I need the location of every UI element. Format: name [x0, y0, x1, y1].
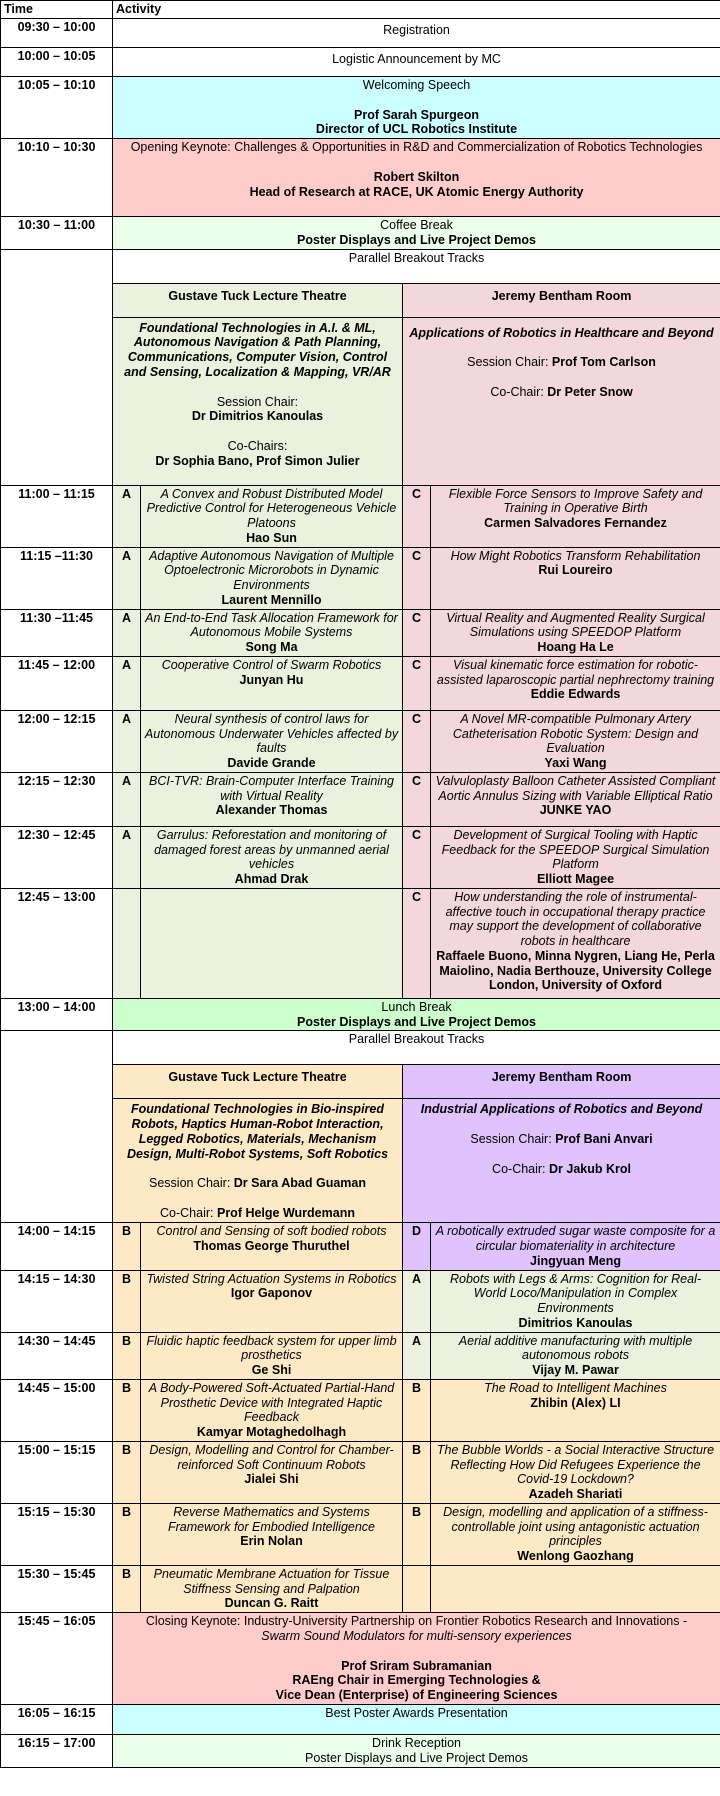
- left-track-letter: B: [113, 1503, 141, 1565]
- talk-title: Design, Modelling and Control for Chamber-reinforced Soft Continuum Robots: [149, 1442, 394, 1472]
- time-cell: 15:00 – 15:15: [1, 1441, 113, 1503]
- left-talk-cell: [141, 609, 403, 656]
- cochair-label: Co-Chair:: [492, 1161, 550, 1176]
- talk-title: Cooperative Control of Swarm Robotics: [161, 657, 382, 672]
- right-track-letter: B: [403, 1441, 431, 1503]
- logistic-row: [1, 47, 720, 76]
- cochair-name: Dr Peter Snow: [547, 385, 633, 399]
- talk-row: [1, 772, 720, 826]
- talk-author: Song Ma: [245, 640, 298, 654]
- left-track-letter: B: [113, 1270, 141, 1332]
- parallel-cell: Parallel Breakout Tracks: [113, 1031, 720, 1065]
- talk-row: [1, 1332, 720, 1379]
- left-track-letter: A: [113, 710, 141, 772]
- morning-talks: [1, 485, 720, 998]
- session-right-cochair-line: [406, 385, 717, 400]
- talk-author: Igor Gaponov: [230, 1286, 313, 1301]
- cochair-label: Co-Chair:: [490, 385, 548, 399]
- talk-title: Garrulus: Reforestation and monitoring of damaged forest areas by unmanned aerial vehicles: [154, 827, 389, 872]
- lunch-sub: Poster Displays and Live Project Demos: [297, 1014, 536, 1029]
- talk-title: Development of Surgical Tooling with Haptic Feedback for the SPEEDOP Surgical Simulation Platform: [441, 827, 710, 872]
- talk-row: [1, 1565, 720, 1612]
- time-cell: 10:00 – 10:05: [1, 47, 113, 76]
- talk-row: [1, 485, 720, 547]
- session-right-title: Industrial Applications of Robotics and Beyond: [420, 1102, 703, 1117]
- talk-author: Duncan G. Raitt: [224, 1596, 319, 1611]
- opening-role: Head of Research at RACE, UK Atomic Energy Authority: [249, 184, 584, 199]
- left-track-letter: A: [113, 547, 141, 609]
- time-cell: [1, 1031, 113, 1223]
- right-track-letter: C: [403, 710, 431, 772]
- right-talk-cell: [431, 710, 720, 772]
- right-track-letter: A: [403, 1332, 431, 1379]
- left-talk-cell: [141, 1270, 403, 1332]
- left-track-letter: B: [113, 1565, 141, 1612]
- left-talk-cell: [141, 772, 403, 826]
- talk-title: A Convex and Robust Distributed Model Predictive Control for Heterogeneous Vehicle Platoons: [146, 486, 397, 530]
- right-talk-cell: [431, 485, 720, 547]
- registration-row: [1, 18, 720, 47]
- session-right-chair-line: [406, 355, 717, 370]
- closing-role-2: Vice Dean (Enterprise) of Engineering Sciences: [275, 1688, 558, 1702]
- session-left-title: Foundational Technologies in Bio-inspired Robots, Haptics Human-Robot Interaction, Legged Robotics, Materials, Mechanism Design, Multi-Robot Systems, Soft Robotics: [126, 1102, 389, 1161]
- talk-row: [1, 710, 720, 772]
- left-talk-cell: [141, 547, 403, 609]
- left-track-letter: B: [113, 1332, 141, 1379]
- left-talk-cell: [141, 826, 403, 888]
- talk-title: Fluidic haptic feedback system for upper limb prosthetics: [146, 1333, 397, 1363]
- time-cell: 12:30 – 12:45: [1, 826, 113, 888]
- talk-row: [1, 1379, 720, 1441]
- right-track-letter: [403, 1565, 431, 1612]
- talk-author: Carmen Salvadores Fernandez: [484, 516, 667, 530]
- right-track-letter: C: [403, 826, 431, 888]
- talk-author: Hao Sun: [246, 530, 297, 545]
- left-talk-cell: [141, 485, 403, 547]
- session-left-cochair-line: [116, 1206, 399, 1221]
- right-track-letter: C: [403, 547, 431, 609]
- left-track-letter: B: [113, 1441, 141, 1503]
- session-right: [403, 317, 720, 485]
- session-left-chair-line: [116, 1176, 399, 1191]
- talk-author: Jingyuan Meng: [530, 1253, 621, 1268]
- talk-author: Yaxi Wang: [544, 756, 607, 770]
- talk-title: Neural synthesis of control laws for Autonomous Underwater Vehicles affected by faults: [144, 711, 399, 756]
- lunch-title: Lunch Break: [381, 999, 452, 1014]
- welcome-speaker: Prof Sarah Spurgeon: [354, 107, 480, 122]
- welcome-row: [1, 76, 720, 138]
- talk-title: Pneumatic Membrane Actuation for Tissue Stiffness Sensing and Palpation: [153, 1566, 390, 1596]
- chair-name: Prof Tom Carlson: [551, 355, 656, 370]
- talk-row: [1, 656, 720, 710]
- talk-title: Robots with Legs & Arms: Cognition for Real-World Loco/Manipulation in Complex Environments: [449, 1271, 702, 1315]
- activity-header: Activity: [113, 1, 720, 19]
- welcome-title: Welcoming Speech: [362, 77, 471, 92]
- talk-title: How understanding the role of instrumental-affective touch in occupational therapy practice may support the development of collaborative robots in healthcare: [445, 889, 706, 948]
- time-cell: 15:30 – 15:45: [1, 1565, 113, 1612]
- right-talk-cell: [431, 826, 720, 888]
- left-talk-cell: [141, 710, 403, 772]
- right-talk-cell: [431, 1565, 720, 1612]
- talk-title: Flexible Force Sensors to Improve Safety and Training in Operative Birth: [448, 486, 703, 516]
- opening-keynote-cell: [113, 139, 720, 217]
- time-cell: 12:00 – 12:15: [1, 710, 113, 772]
- left-talk-cell: [141, 1503, 403, 1565]
- talk-title: A robotically extruded sugar waste composite for a circular biomateriality in architecture: [435, 1224, 716, 1253]
- awards-row: [1, 1705, 720, 1735]
- left-talk-cell: [141, 1565, 403, 1612]
- talk-title: Virtual Reality and Augmented Reality Surgical Simulations using SPEEDOP Platform: [446, 610, 705, 640]
- drinks-title: Drink Reception: [372, 1736, 461, 1750]
- registration-cell: Registration: [113, 18, 720, 47]
- session-right-title: Applications of Robotics in Healthcare and Beyond: [409, 325, 714, 340]
- time-cell: 14:00 – 14:15: [1, 1223, 113, 1270]
- left-talk-cell: [141, 1223, 403, 1270]
- lunch-cell: [113, 998, 720, 1031]
- right-talk-cell: [431, 1332, 720, 1379]
- time-cell: 15:15 – 15:30: [1, 1503, 113, 1565]
- talk-author: Elliott Magee: [536, 872, 615, 886]
- cochair-label: Co-Chair:: [160, 1206, 217, 1220]
- left-track-letter: [113, 888, 141, 998]
- session-left-cochair: Dr Sophia Bano, Prof Simon Julier: [155, 453, 360, 468]
- talk-row: [1, 888, 720, 998]
- time-cell: [1, 249, 113, 485]
- talk-title: Aerial additive manufacturing with multiple autonomous robots: [458, 1333, 693, 1363]
- talk-author: Wenlong Gaozhang: [517, 1549, 634, 1563]
- time-cell: 11:00 – 11:15: [1, 485, 113, 547]
- left-track-letter: A: [113, 826, 141, 888]
- talk-author: Ahmad Drak: [234, 872, 309, 886]
- left-track-letter: A: [113, 656, 141, 710]
- chair-name: Dr Sara Abad Guaman: [233, 1176, 366, 1191]
- drinks-row: [1, 1735, 720, 1768]
- talk-author: Ge Shi: [251, 1363, 292, 1377]
- left-talk-cell: [141, 1332, 403, 1379]
- left-talk-cell: [141, 1379, 403, 1441]
- time-cell: 13:00 – 14:00: [1, 998, 113, 1031]
- right-track-letter: C: [403, 485, 431, 547]
- right-track-letter: C: [403, 609, 431, 656]
- lunch-row: [1, 998, 720, 1031]
- talk-title: Design, modelling and application of a stiffness-controllable joint using antagonistic actuation principles: [443, 1504, 708, 1549]
- talk-title: A Novel MR-compatible Pulmonary Artery Catheterisation Robotic System: Design and Evaluation: [452, 711, 699, 756]
- talk-author: Raffaele Buono, Minna Nygren, Liang He, Perla Maiolino, Nadia Berthouze, University College London, University of Oxford: [436, 948, 715, 993]
- time-cell: 10:10 – 10:30: [1, 139, 113, 217]
- left-talk-cell: [141, 1441, 403, 1503]
- chair-label: Session Chair:: [470, 1132, 556, 1146]
- talk-title: Valvuloplasty Balloon Catheter Assisted Compliant Aortic Annulus Sizing with Variable Elliptical Ratio: [435, 773, 716, 803]
- time-cell: 10:05 – 10:10: [1, 76, 113, 138]
- talk-title: A Body-Powered Soft-Actuated Partial-Hand Prosthetic Device with Integrated Haptic Feedback: [148, 1380, 395, 1425]
- time-cell: 16:05 – 16:15: [1, 1705, 113, 1735]
- right-track-letter: B: [403, 1503, 431, 1565]
- talk-title: Twisted String Actuation Systems in Robotics: [146, 1271, 397, 1286]
- talk-author: Rui Loureiro: [538, 563, 613, 578]
- session-right: [403, 1099, 720, 1223]
- talk-row: [1, 547, 720, 609]
- session-left: [113, 1099, 403, 1223]
- coffee-row: [1, 217, 720, 250]
- talk-title: Control and Sensing of soft bodied robots: [156, 1224, 387, 1239]
- talk-author: Erin Nolan: [240, 1534, 303, 1549]
- parallel-row: [1, 249, 720, 283]
- session-right-cochair-line: [406, 1162, 717, 1177]
- left-talk-cell: [141, 656, 403, 710]
- room-left: Gustave Tuck Lecture Theatre: [113, 1065, 403, 1099]
- drinks-sub: Poster Displays and Live Project Demos: [305, 1750, 529, 1765]
- coffee-sub: Poster Displays and Live Project Demos: [297, 232, 536, 247]
- right-talk-cell: [431, 1379, 720, 1441]
- time-header: Time: [1, 1, 113, 19]
- right-track-letter: D: [403, 1223, 431, 1270]
- talk-row: [1, 1223, 720, 1270]
- closing-subtitle: Swarm Sound Modulators for multi-sensory experiences: [261, 1628, 572, 1643]
- session-left-chair: Dr Dimitrios Kanoulas: [191, 409, 324, 424]
- left-track-letter: B: [113, 1379, 141, 1441]
- talk-title: An End-to-End Task Allocation Framework for Autonomous Mobile Systems: [145, 610, 398, 640]
- right-talk-cell: [431, 656, 720, 710]
- closing-speaker: Prof Sriram Subramanian: [341, 1658, 492, 1673]
- talk-author: Junyan Hu: [239, 672, 304, 687]
- closing-keynote-row: [1, 1613, 720, 1705]
- time-cell: 14:15 – 14:30: [1, 1270, 113, 1332]
- parallel-row: [1, 1031, 720, 1065]
- right-track-letter: C: [403, 888, 431, 998]
- talk-author: Laurent Mennillo: [221, 592, 322, 607]
- logistic-cell: Logistic Announcement by MC: [113, 47, 720, 76]
- right-talk-cell: [431, 547, 720, 609]
- right-track-letter: A: [403, 1270, 431, 1332]
- right-talk-cell: [431, 1270, 720, 1332]
- opening-speaker: Robert Skilton: [373, 169, 460, 184]
- right-talk-cell: [431, 1503, 720, 1565]
- talk-author: JUNKE YAO: [539, 803, 612, 818]
- header-row: [1, 1, 720, 19]
- talk-author: Jialei Shi: [244, 1472, 299, 1487]
- time-cell: 11:30 –11:45: [1, 609, 113, 656]
- session-left: [113, 317, 403, 485]
- time-cell: 09:30 – 10:00: [1, 18, 113, 47]
- right-track-letter: C: [403, 656, 431, 710]
- chair-label: Session Chair:: [467, 355, 552, 370]
- session-left-cochair-label: Co-Chairs:: [227, 439, 288, 453]
- talk-author: Zhibin (Alex) LI: [530, 1395, 621, 1410]
- talk-title: Adaptive Autonomous Navigation of Multiple Optoelectronic Microrobots in Dynamic Environments: [149, 548, 394, 592]
- chair-name: Prof Bani Anvari: [555, 1132, 653, 1146]
- coffee-cell: [113, 217, 720, 250]
- right-talk-cell: [431, 1223, 720, 1270]
- cochair-name: Dr Jakub Krol: [549, 1161, 631, 1176]
- drinks-cell: [113, 1735, 720, 1768]
- chair-label: Session Chair:: [149, 1176, 234, 1191]
- time-cell: 12:45 – 13:00: [1, 888, 113, 998]
- session-left-title: Foundational Technologies in A.I. & ML, Autonomous Navigation & Path Planning, Communications, Computer Vision, Control and Sensing, Localization & Mapping, VR/AR: [124, 320, 391, 379]
- right-talk-cell: [431, 888, 720, 998]
- opening-title: Opening Keynote: Challenges & Opportunities in R&D and Commercialization of Robotics Technologies: [130, 140, 703, 154]
- closing-role-1: RAEng Chair in Emerging Technologies &: [292, 1673, 541, 1688]
- talk-title: The Road to Intelligent Machines: [484, 1380, 667, 1395]
- talk-author: Davide Grande: [227, 756, 316, 770]
- left-track-letter: A: [113, 485, 141, 547]
- talk-author: Alexander Thomas: [215, 803, 328, 818]
- time-cell: 14:45 – 15:00: [1, 1379, 113, 1441]
- awards-cell: Best Poster Awards Presentation: [113, 1705, 720, 1735]
- cochair-name: Prof Helge Wurdemann: [216, 1206, 355, 1220]
- right-track-letter: C: [403, 772, 431, 826]
- parallel-cell: Parallel Breakout Tracks: [113, 249, 720, 283]
- talk-author: Thomas George Thuruthel: [193, 1239, 350, 1253]
- talk-author: Kamyar Motaghedolhagh: [196, 1425, 347, 1439]
- talk-author: Hoang Ha Le: [537, 640, 614, 654]
- session-left-chair-label: Session Chair:: [216, 394, 299, 409]
- session-right-chair-line: [406, 1132, 717, 1147]
- time-cell: 10:30 – 11:00: [1, 217, 113, 250]
- room-right: Jeremy Bentham Room: [403, 283, 720, 317]
- left-talk-cell: [141, 888, 403, 998]
- right-track-letter: B: [403, 1379, 431, 1441]
- talk-row: [1, 609, 720, 656]
- afternoon-talks: [1, 1223, 720, 1613]
- right-talk-cell: [431, 1441, 720, 1503]
- talk-row: [1, 826, 720, 888]
- right-talk-cell: [431, 609, 720, 656]
- talk-author: Dimitrios Kanoulas: [518, 1315, 633, 1330]
- talk-title: BCI-TVR: Brain-Computer Interface Training with Virtual Reality: [149, 773, 394, 803]
- talk-title: The Bubble Worlds - a Social Interactive Structure Reflecting How Did Refugees Experience the Covid-19 Lockdown?: [436, 1442, 715, 1487]
- time-cell: 12:15 – 12:30: [1, 772, 113, 826]
- talk-row: [1, 1441, 720, 1503]
- talk-title: How Might Robotics Transform Rehabilitation: [450, 548, 701, 563]
- talk-title: Reverse Mathematics and Systems Framework for Embodied Intelligence: [167, 1504, 376, 1534]
- opening-keynote-row: [1, 139, 720, 217]
- talk-author: Azadeh Shariati: [528, 1487, 623, 1501]
- welcome-role: Director of UCL Robotics Institute: [315, 122, 518, 137]
- coffee-title: Coffee Break: [380, 218, 453, 232]
- talk-row: [1, 1503, 720, 1565]
- talk-title: Visual kinematic force estimation for robotic-assisted laparoscopic partial nephrectomy training: [436, 657, 715, 687]
- left-track-letter: A: [113, 609, 141, 656]
- time-cell: 15:45 – 16:05: [1, 1613, 113, 1705]
- left-track-letter: B: [113, 1223, 141, 1270]
- talk-author: Vijay M. Pawar: [532, 1363, 619, 1377]
- closing-keynote-cell: [113, 1613, 720, 1705]
- room-left: Gustave Tuck Lecture Theatre: [113, 283, 403, 317]
- right-talk-cell: [431, 772, 720, 826]
- closing-title: Closing Keynote: Industry-University Partnership on Frontier Robotics Research and Innovations -: [145, 1614, 688, 1628]
- welcome-cell: [113, 76, 720, 138]
- time-cell: 14:30 – 14:45: [1, 1332, 113, 1379]
- room-right: Jeremy Bentham Room: [403, 1065, 720, 1099]
- time-cell: 11:45 – 12:00: [1, 656, 113, 710]
- left-track-letter: A: [113, 772, 141, 826]
- time-cell: 11:15 –11:30: [1, 547, 113, 609]
- talk-author: Eddie Edwards: [530, 687, 621, 702]
- time-cell: 16:15 – 17:00: [1, 1735, 113, 1768]
- talk-row: [1, 1270, 720, 1332]
